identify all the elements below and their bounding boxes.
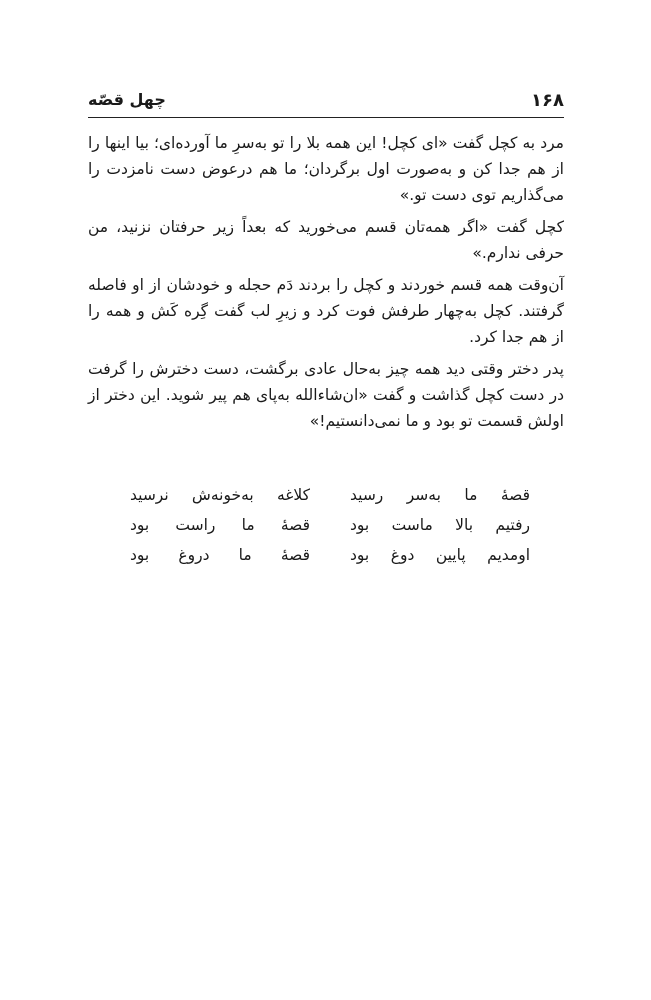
poem-second-hemistich: قصهٔ ما راست بود xyxy=(130,516,310,534)
poem-line xyxy=(130,540,530,570)
poem-second-hemistich: قصهٔ ما دروغ بود xyxy=(130,546,310,564)
closing-poem xyxy=(130,480,530,570)
paragraph: پدر دختر وقتی دید همه چیز به‌حال عادی برگشت، دست دخترش را گرفت در دست کچل گذاشت و گفت «ان‌شاءالله به‌پای هم پیر شوید. این دختر از اولش قسمت تو بود و ما نمی‌دانستیم!» xyxy=(88,360,564,430)
book-title: چهل قصّه xyxy=(88,90,166,109)
running-header xyxy=(88,90,564,116)
paragraph: مرد به کچل گفت «ای کچل! این همه بلا را تو به‌سرِ ما آورده‌ای؛ بیا اینها را از هم جدا کن و به‌صورت اول برگردان؛ ما هم درعوض دست نامزدت را می‌گذاریم توی دست تو.» xyxy=(88,134,564,204)
poem-first-hemistich: اومدیم پایین دوغ بود xyxy=(350,546,530,564)
poem-second-hemistich: کلاغه به‌خونه‌ش نرسید xyxy=(130,486,310,504)
poem-first-hemistich: قصهٔ ما به‌سر رسید xyxy=(350,486,530,504)
header-rule xyxy=(88,117,564,118)
page-number: ۱۶۸ xyxy=(531,90,564,111)
paragraph: آن‌وقت همه قسم خوردند و کچل را بردند دَم حجله و خودشان از او فاصله گرفتند. کچل به‌چهار طرفش فوت کرد و زیرِ لب گفت گِره کَش و همه را از هم جدا کرد. xyxy=(88,276,564,346)
poem-line xyxy=(130,480,530,510)
poem-line xyxy=(130,510,530,540)
poem-first-hemistich: رفتیم بالا ماست بود xyxy=(350,516,530,534)
paragraph: کچل گفت «اگر همه‌تان قسم می‌خورید که بعداً زیر حرفتان نزنید، من حرفی ندارم.» xyxy=(88,218,564,262)
story-text xyxy=(88,130,564,440)
